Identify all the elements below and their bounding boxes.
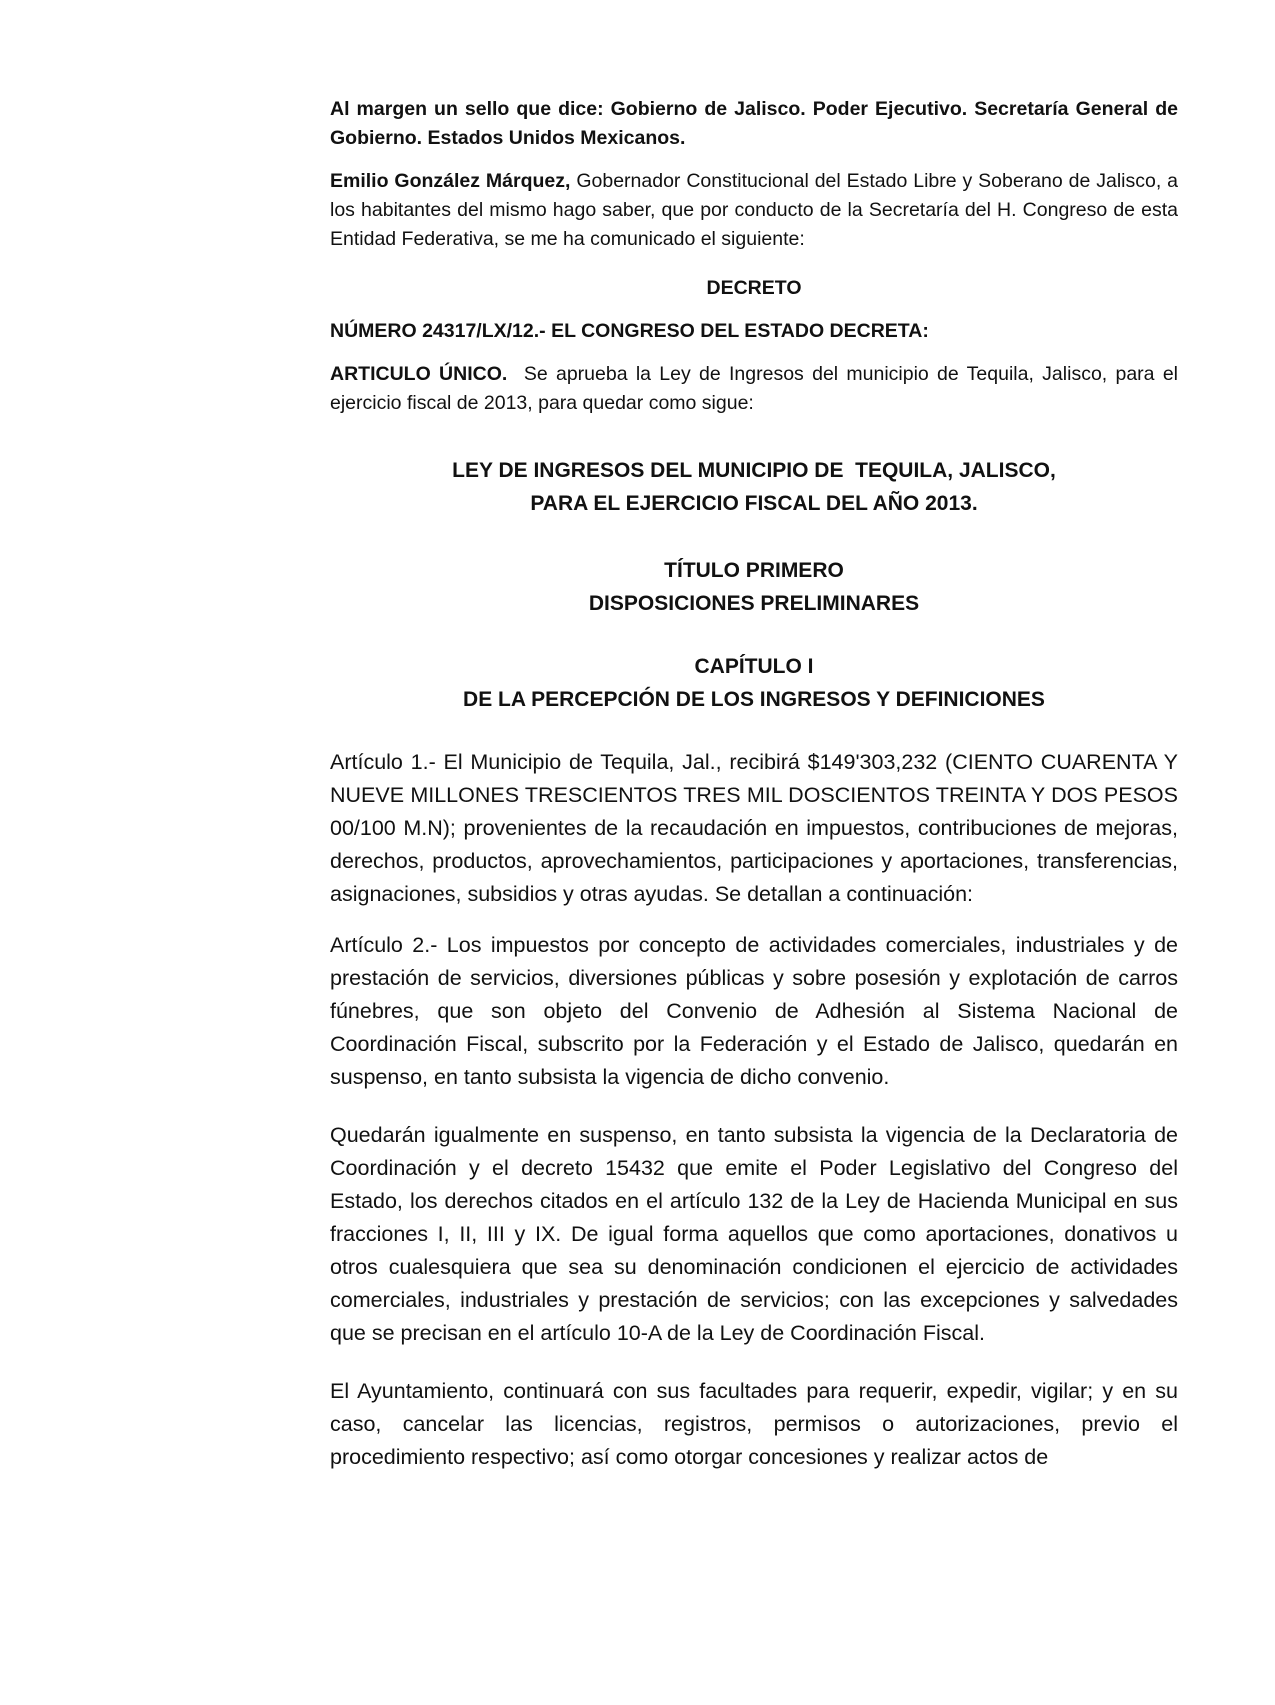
governor-name: Emilio González Márquez, [330, 170, 571, 192]
paragraph-ayuntamiento: El Ayuntamiento, continuará con sus facultades para requerir, expedir, vigilar; y en su caso, cancelar las licencias, registros, permisos o autorizaciones, previo el procedimiento respectivo; así como otorgar concesiones y realizar actos de [330, 1379, 1178, 1469]
articulo-unico-paragraph [330, 360, 1184, 418]
capitulo-heading [330, 650, 1178, 716]
document-page [330, 95, 1184, 1474]
article-2: Artículo 2.- Los impuestos por concepto de actividades comerciales, industriales y de prestación de servicios, diversiones públicas y sobre posesión y explotación de carros fúnebres, que son objeto del Convenio de Adhesión al Sistema Nacional de Coordinación Fiscal, subscrito por la Federación y el Estado de Jalisco, quedarán en suspenso, en tanto subsista la vigencia de dicho convenio. [330, 933, 1178, 1089]
paragraph-suspenso: Quedarán igualmente en suspenso, en tanto subsista la vigencia de la Declaratoria de Coordinación y el decreto 15432 que emite el Poder Legislativo del Congreso del Estado, los derechos citados en el artículo 132 de la Ley de Hacienda Municipal en sus fracciones I, II, III y IX. De igual forma aquellos que como aportaciones, donativos u otros cualesquiera que sea su denominación condicionen el ejercicio de actividades comerciales, industriales y prestación de servicios; con las excepciones y salvedades que se precisan en el artículo 10-A de la Ley de Coordinación Fiscal. [330, 1123, 1178, 1345]
decree-label: DECRETO [706, 277, 802, 299]
margin-note: Al margen un sello que dice: Gobierno de Jalisco. Poder Ejecutivo. Secretaría General de Gobierno. Estados Unidos Mexicanos. [330, 98, 1178, 149]
capitulo-line2: DE LA PERCEPCIÓN DE LOS INGRESOS Y DEFINICIONES [463, 688, 1045, 711]
governor-paragraph [330, 167, 1178, 254]
governor-text: Gobernador Constitucional del Estado Libre y Soberano de Jalisco, a los habitantes del mismo hago saber, que por conducto de la Secretaría del H. Congreso de esta Entidad Federativa, se me ha comunicado el siguiente: [330, 170, 1178, 250]
article-1: Artículo 1.- El Municipio de Tequila, Jal., recibirá $149'303,232 (CIENTO CUARENTA Y NUEVE MILLONES TRESCIENTOS TRES MIL DOSCIENTOS TREINTA Y DOS PESOS 00/100 M.N); provenientes de la recaudación en impuestos, contribuciones de mejoras, derechos, productos, aprovechamientos, participaciones y aportaciones, transferencias, asignaciones, subsidios y otras ayudas. Se detallan a continuación: [330, 750, 1178, 906]
law-title-line2: PARA EL EJERCICIO FISCAL DEL AÑO 2013. [530, 492, 978, 515]
articulo-unico-label: ARTICULO ÚNICO. [330, 363, 508, 385]
law-title [330, 454, 1178, 520]
capitulo-line1: CAPÍTULO I [694, 655, 814, 678]
decree-number: NÚMERO 24317/LX/12.- EL CONGRESO DEL ESTADO DECRETA: [330, 320, 929, 342]
articulo-unico-text: Se aprueba la Ley de Ingresos del municipio de Tequila, Jalisco, para el ejercicio fiscal de 2013, para quedar como sigue: [330, 363, 1184, 414]
law-title-line1: LEY DE INGRESOS DEL MUNICIPIO DE TEQUILA, JALISCO, [452, 459, 1056, 482]
titulo-line1: TÍTULO PRIMERO [664, 559, 844, 582]
titulo-line2: DISPOSICIONES PRELIMINARES [588, 592, 920, 615]
titulo-heading [330, 554, 1178, 620]
